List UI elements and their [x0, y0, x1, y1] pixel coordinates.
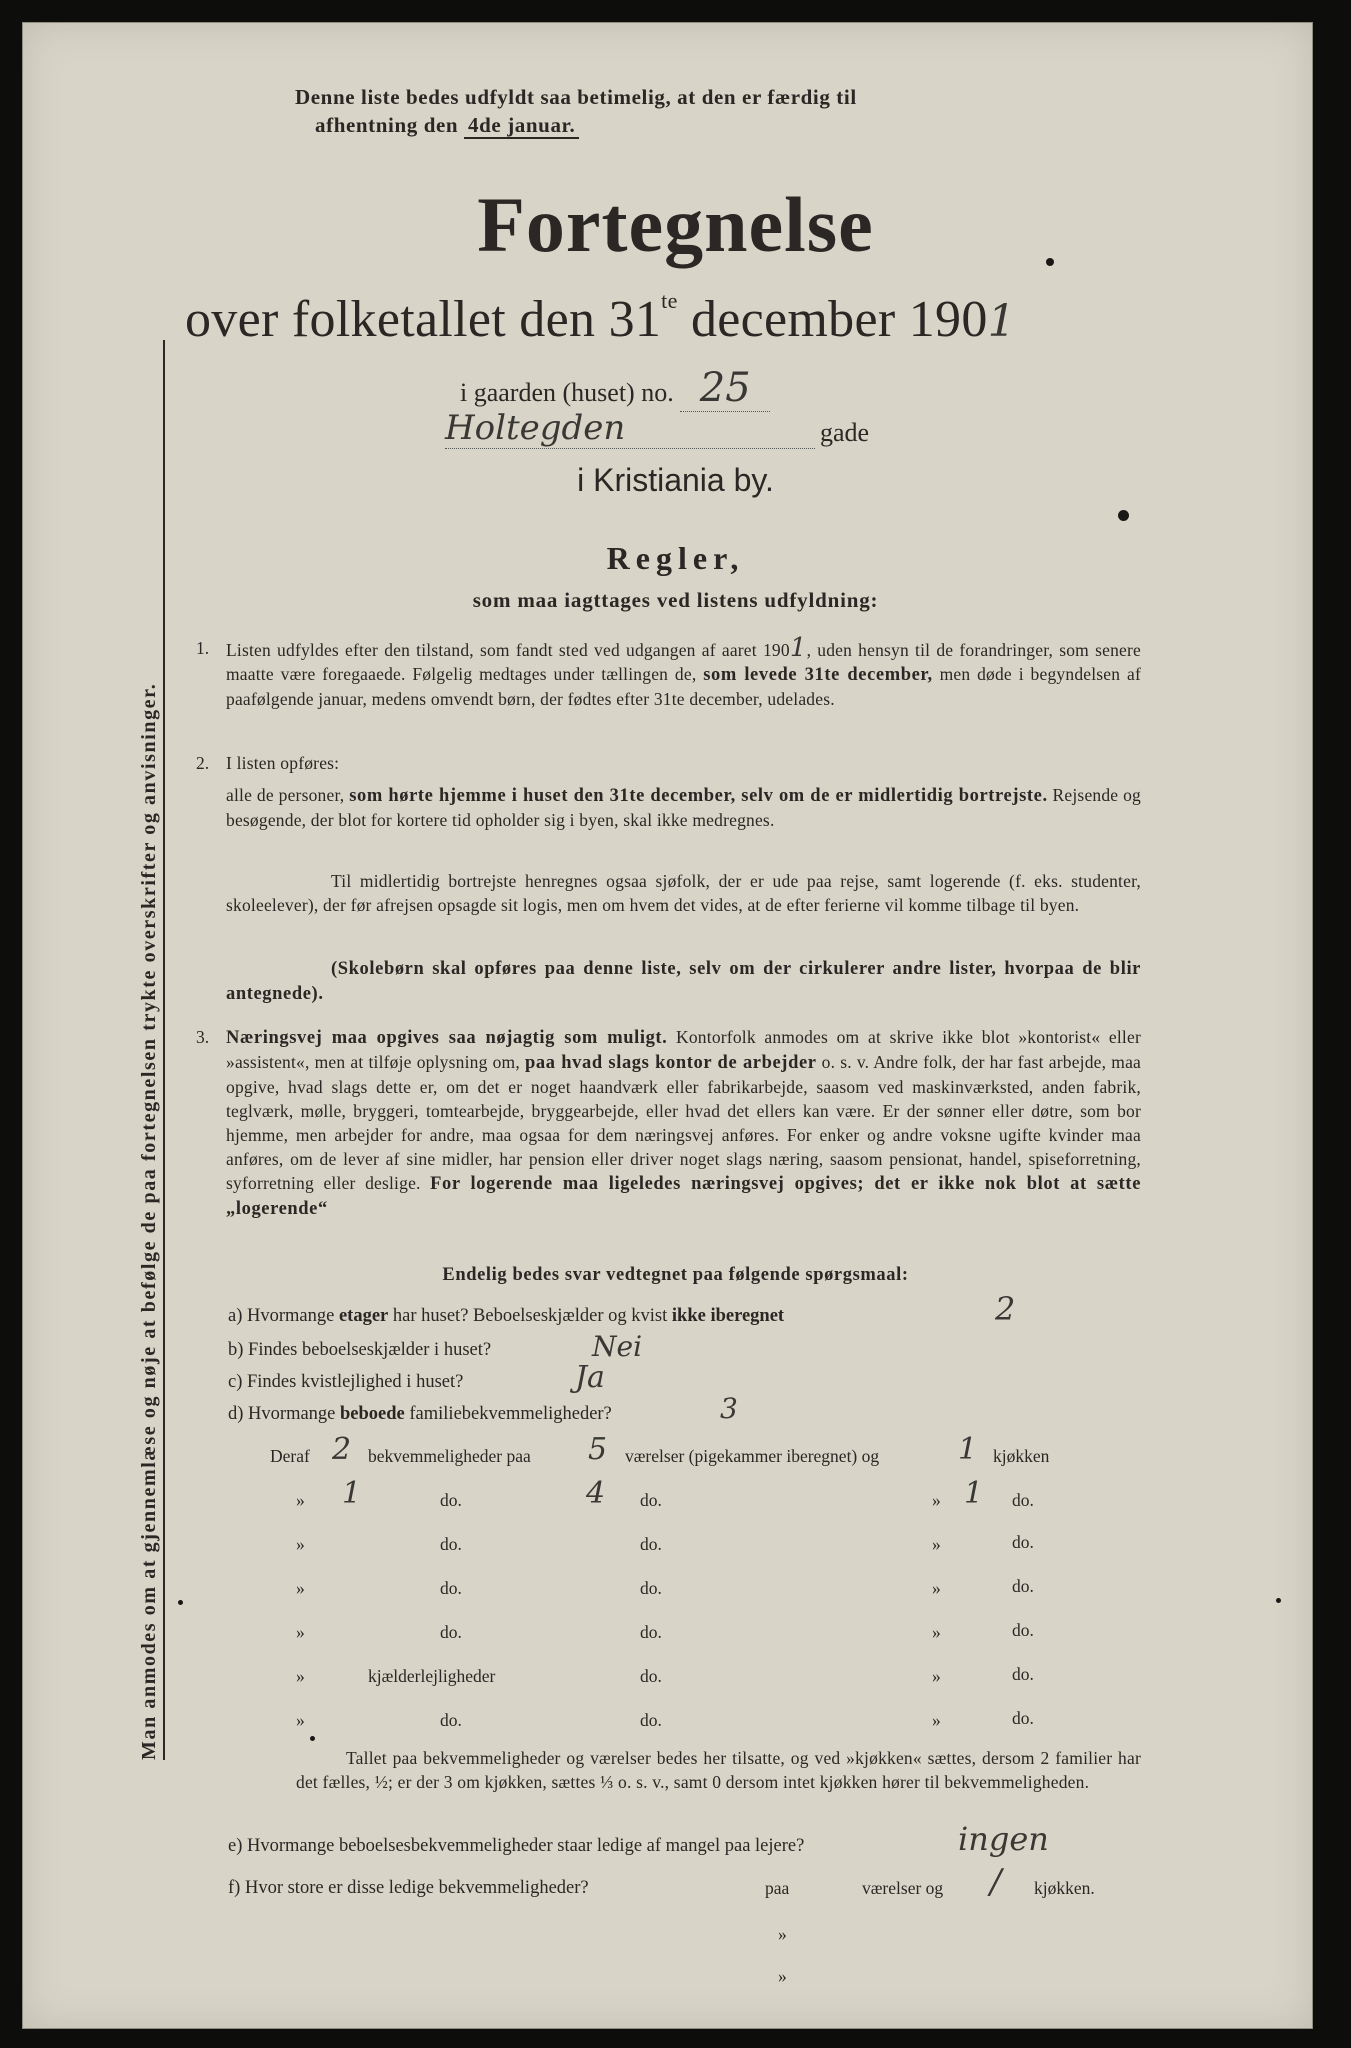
table-col-2: værelser (pigekammer iberegnet) og [625, 1446, 880, 1466]
row-2-do-1: do. [440, 1490, 462, 1510]
question-f [228, 1878, 589, 1899]
rule-1 [226, 633, 1142, 711]
questions-intro: Endelig bedes svar vedtegnet paa følgende spørgsmaal: [442, 1265, 909, 1285]
question-b [228, 1340, 491, 1361]
city-line: i Kristiania by. [577, 462, 774, 498]
row-2-count[interactable]: 1 [342, 1476, 362, 1511]
sidebar-rule [163, 340, 165, 1760]
question-e-text: Hvormange beboelsesbekvemmeligheder staar ledige af mangel paa lejere? [247, 1836, 805, 1856]
form-title: Fortegnelse [477, 181, 874, 268]
row-3-do-1: do. [440, 1534, 462, 1554]
row-6-do-3: do. [1012, 1664, 1034, 1684]
question-d [228, 1404, 612, 1425]
ink-dot [1276, 1598, 1281, 1603]
answer-e[interactable]: ingen [958, 1820, 1049, 1858]
answer-c[interactable]: Ja [575, 1360, 605, 1395]
row-2-kitchen[interactable]: 1 [964, 1476, 984, 1511]
rule-1-text-a: Listen udfyldes efter den tilstand, som fandt sted ved udgangen af aaret 190 [226, 640, 790, 660]
collection-notice [295, 82, 1145, 113]
question-e [228, 1836, 804, 1857]
rules-heading: Regler, [606, 540, 745, 576]
row-1-count[interactable]: 2 [332, 1432, 352, 1467]
question-f-ditto-2: » [778, 1966, 787, 1986]
rule-1-text-b: , uden hensyn til de forandringer, som senere maatte være foregaaede. Følgelig medtages under tællingen de, [226, 640, 1141, 684]
rules-subheading: som maa iagttages ved listens udfyldning: [472, 588, 879, 612]
rule-3 [226, 1025, 1141, 1221]
rule-1-number: 1. [196, 638, 210, 658]
question-e-label: e) [228, 1836, 243, 1856]
row-3-ditto: » [296, 1534, 305, 1554]
row-6-ditto: » [296, 1666, 305, 1686]
question-c-text: Findes kvistlejlighed i huset? [247, 1372, 464, 1392]
rule-2-bold: som hørte hjemme i huset den 31te december, selv om de er midlertidig bortrejste. [349, 786, 1048, 806]
row-5-do-1: do. [440, 1622, 462, 1642]
rule-2-bold-2: (Skolebørn skal opføres paa denne liste, selv om der cirkulerer andre lister, hvorpaa de blir antegnede). [226, 959, 1141, 1004]
row-6-ditto-2: » [932, 1666, 941, 1686]
rule-1-hand-year: 1 [789, 633, 807, 663]
handwritten-year: 1 [987, 296, 1016, 347]
street-name-value[interactable]: Holtegden [445, 408, 815, 449]
question-f-label: f) [228, 1878, 241, 1898]
question-b-label: b) [228, 1340, 244, 1360]
rule-2 [226, 783, 1141, 832]
row-7-do-3: do. [1012, 1708, 1034, 1728]
question-b-text: Findes beboelseskjælder i huset? [248, 1340, 492, 1360]
row-6-do-2: do. [640, 1666, 662, 1686]
question-a-bold: etager [338, 1306, 389, 1326]
rule-2-text-c: Rejsende og besøgende, der blot for kortere tid opholder sig i byen, skal ikke medregnes. [226, 785, 1142, 830]
rule-2-temporary: Til midlertidig bortrejste henregnes ogsaa sjøfolk, der er ude paa rejse, samt logerende (f. eks. studenter, skoleelever), der før afrejsen opsagde sit logis, men om hvem det vides, at de efter ferierne vil komme tilbage til byen. [226, 871, 1141, 915]
row-3-do-3: do. [1012, 1532, 1034, 1552]
row-5-do-3: do. [1012, 1620, 1034, 1640]
question-a-mid: har huset? Beboelseskjælder og kvist [392, 1306, 668, 1326]
rule-3-text-a: Kontorfolk anmodes om at skrive ikke blot »kontorist« eller »assistent«, men at tilføje oplysning om, [226, 1027, 1141, 1072]
question-a-bold-2: ikke iberegnet [671, 1306, 785, 1326]
subtitle-sup: te [661, 288, 678, 313]
question-a-pre: Hvormange [247, 1306, 335, 1326]
question-f-ditto-1: » [778, 1924, 787, 1944]
question-d-post: familiebekvemmeligheder? [409, 1404, 612, 1424]
row-2-ditto: » [296, 1490, 305, 1510]
row-7-ditto: » [296, 1710, 305, 1730]
rule-1-text-c: men døde i begyndelsen af paafølgende januar, medens omvendt børn, der fødtes efter 31te december, udelades. [226, 664, 1142, 709]
rule-3-bold-2: paa hvad slags kontor de arbejder [524, 1053, 817, 1073]
question-f-paa: paa [765, 1878, 790, 1898]
rule-2-intro: I listen opføres: [226, 753, 340, 773]
row-2-rooms[interactable]: 4 [586, 1476, 606, 1511]
table-deraf: Deraf [270, 1446, 310, 1466]
ink-dot [310, 1736, 315, 1741]
subtitle-prefix: over folketallet den 31 [185, 291, 662, 348]
row-4-ditto: » [296, 1578, 305, 1598]
table-col-3: kjøkken [993, 1446, 1050, 1466]
row-1-kitchen[interactable]: 1 [958, 1432, 978, 1467]
row-3-do-2: do. [640, 1534, 662, 1554]
notice-line-1: Denne liste bedes udfyldt saa betimelig, at den er færdig til [295, 85, 857, 109]
row-1-rooms[interactable]: 5 [588, 1432, 608, 1467]
house-number-value[interactable]: 25 [680, 365, 770, 412]
collection-date: 4de januar. [464, 113, 579, 139]
question-f-vaerelser: værelser og [862, 1878, 944, 1898]
row-4-ditto-2: » [932, 1578, 941, 1598]
house-number-line [460, 365, 770, 412]
question-d-bold: beboede [340, 1404, 405, 1424]
answer-b[interactable]: Nei [592, 1330, 643, 1363]
row-5-ditto: » [296, 1622, 305, 1642]
rule-3-bold-3: For logerende maa ligeledes næringsvej opgives; det er ikke nok blot at sætte „logerende“ [226, 1174, 1142, 1219]
row-4-do-2: do. [640, 1578, 662, 1598]
question-a-label: a) [228, 1306, 243, 1326]
question-c-label: c) [228, 1372, 243, 1392]
rule-1-bold: som levede 31te december, [703, 665, 933, 685]
row-5-do-2: do. [640, 1622, 662, 1642]
house-label: i gaarden (huset) no. [460, 378, 674, 407]
row-7-ditto-2: » [932, 1710, 941, 1730]
sidebar-instruction: Man anmodes om at gjennemlæse og nøje at befølge de paa fortegnelsen trykte overskrifter og anvisninger. [138, 682, 160, 1760]
table-footnote: Tallet paa bekvemmeligheder og værelser bedes her tilsatte, og ved »kjøkken« sættes, dersom 2 familier har det fælles, ½; er der 3 om kjøkken, sættes ⅓ o. s. v., samt 0 dersom intet kjøkken hører til bekvemmeligheden. [296, 1748, 1141, 1792]
row-2-do-3: do. [1012, 1490, 1034, 1510]
ink-dot [1118, 510, 1129, 521]
question-d-pre: Hvormange [248, 1404, 336, 1424]
form-subtitle [185, 288, 1016, 349]
notice-line-2 [315, 113, 579, 138]
rule-2-schoolchildren [226, 956, 1141, 1006]
ink-dot [1046, 258, 1054, 266]
question-a [228, 1306, 784, 1327]
rule-2-number: 2. [196, 753, 210, 773]
rule-3-number: 3. [196, 1027, 210, 1047]
rule-2-text-b: alle de personer, [226, 785, 345, 805]
subtitle-year: december 190 [690, 291, 988, 348]
row-4-do-3: do. [1012, 1576, 1034, 1596]
row-7-do-1: do. [440, 1710, 462, 1730]
row-5-ditto-2: » [932, 1622, 941, 1642]
answer-f[interactable]: / [990, 1862, 1002, 1902]
question-f-kjokken: kjøkken. [1034, 1878, 1095, 1898]
ink-dot [178, 1600, 183, 1605]
answer-d[interactable]: 3 [720, 1392, 738, 1425]
row-4-do-1: do. [440, 1578, 462, 1598]
question-c [228, 1372, 463, 1393]
question-f-text: Hvor store er disse ledige bekvemmeligheder? [244, 1878, 589, 1898]
rule-3-text-b: o. s. v. Andre folk, der har fast arbejde, maa opgive, hvad slags dette er, om det er noget haandværk eller fabrikarbejde, saasom ved maskinværksted, anden fabrik, teglværk, mølle, bryggeri, tomtearbejde, bryggearbejde, eller hvad det ellers kan være. Er der sønner eller døtre, som bor hjemme, men arbejder for andre, maa ogsaa for dem næringsvej anføres. For enker og andre voksne ugifte kvinder maa anføres, om de lever af sine midler, har pension eller driver noget slags næring, saasom pensionat, handel, spiseforretning, syforretning eller deslige. [226, 1052, 1142, 1193]
rule-3-bold: Næringsvej maa opgives saa nøjagtig som muligt. [226, 1028, 668, 1048]
question-d-label: d) [228, 1404, 244, 1424]
street-label: gade [820, 418, 870, 447]
row-7-do-2: do. [640, 1710, 662, 1730]
row-3-ditto-2: » [932, 1534, 941, 1554]
basement-flats-label: kjælderlejligheder [368, 1666, 496, 1686]
row-2-ditto-2: » [932, 1490, 941, 1510]
table-col-1: bekvemmeligheder paa [368, 1446, 531, 1466]
row-2-do-2: do. [640, 1490, 662, 1510]
notice-prefix: afhentning den [315, 113, 459, 137]
answer-a[interactable]: 2 [995, 1290, 1016, 1328]
